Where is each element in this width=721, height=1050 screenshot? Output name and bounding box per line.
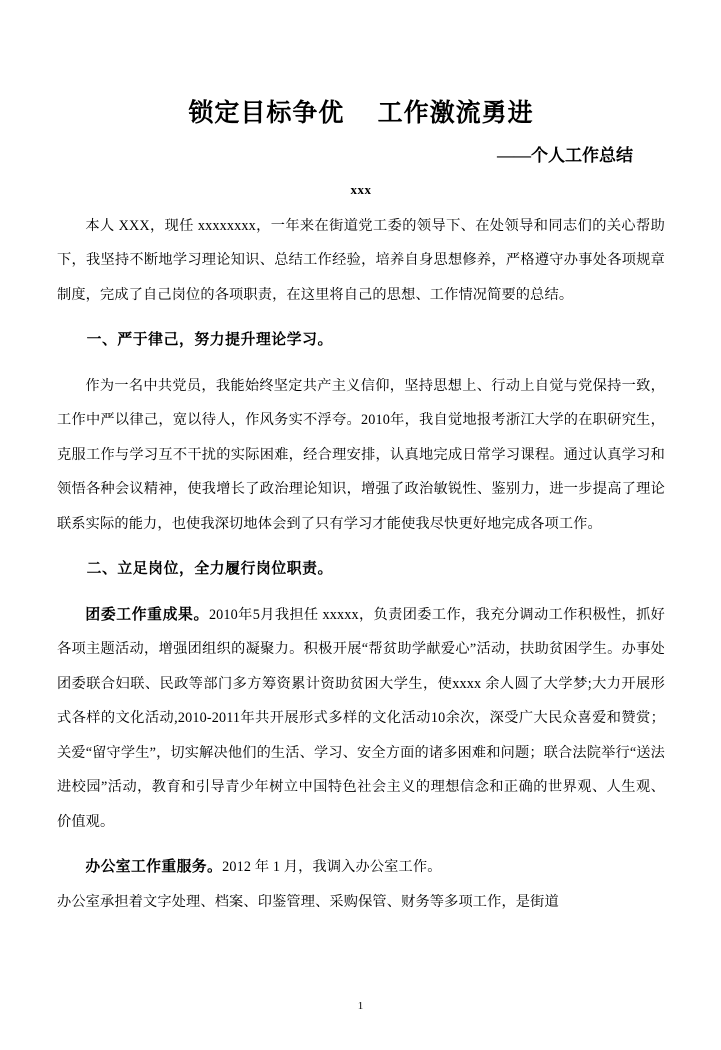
paragraph-section-two-item-two-text: 2012 年 1 月，我调入办公室工作。 xyxy=(222,859,442,876)
paragraph-section-two-item-one-text: 2010年5月我担任 xxxxx，负责团委工作，我充分调动工作积极性，抓好各项主题活动，增强团组织的凝聚力。积极开展“帮贫助学献爱心”活动，扶助贫困学生。办事处团委联合妇联、民政等部门多方筹资累计资助贫困大学生，使xxxx 余人圆了大学梦;大力开展形式各样的文化活动,2010-2011年共开展形式多样的文化活动10余次，深受广大民众喜爱和赞赏；关爱“留守学生”，切实解决他们的生活、学习、安全方面的诸多困难和问题；联合法院举行“送法进校园”活动，教育和引导青少年树立中国特色社会主义的理想信念和正确的世界观、人生观、价值观。 xyxy=(57,606,665,830)
page-number: 1 xyxy=(357,1000,364,1012)
lead-in-tuanwei: 团委工作重成果。 xyxy=(85,606,209,623)
document-author: xxx xyxy=(350,181,372,197)
document-subtitle: ——个人工作总结 xyxy=(497,146,633,166)
section-heading-two: 二、立足岗位，全力履行岗位职责。 xyxy=(86,561,333,578)
page-title: 锁定目标争优 工作激流勇进 xyxy=(188,100,534,127)
paragraph-section-two-item-one xyxy=(57,587,665,840)
paragraph-section-one-body: 作为一名中共党员，我能始终坚定共产主义信仰，坚持思想上、行动上自觉与党保持一致，工作中严以律己，宽以待人，作风务实不浮夸。2010年，我自觉地报考浙江大学的在职研究生，克服工作与学习互不干扰的实际困难，经合理安排，认真地完成日常学习课程。通过认真学习和领悟各种会议精神，使我增长了政治理论知识，增强了政治敏锐性、鉴别力，进一步提高了理论联系实际的能力，也使我深切地体会到了只有学习才能使我尽快更好地完成各项工作。 xyxy=(57,377,665,532)
paragraph-section-two-item-two xyxy=(57,839,665,885)
lead-in-bangongshi: 办公室工作重服务。 xyxy=(85,859,223,876)
paragraph-intro: 本人 XXX，现任 xxxxxxxx，一年来在街道党工委的领导下、在处领导和同志们的关心帮助下，我坚持不断地学习理论知识、总结工作经验，培养自身思想修养，严格遵守办事处各项规章制度，完成了自己岗位的各项职责，在这里将自己的思想、工作情况简要的总结。 xyxy=(57,217,665,303)
section-heading-one: 一、严于律己，努力提升理论学习。 xyxy=(86,332,333,349)
paragraph-section-two-item-two-continued: 办公室承担着文字处理、档案、印鉴管理、采购保管、财务等多项工作，是街道 xyxy=(57,893,559,910)
document-content xyxy=(57,0,665,919)
